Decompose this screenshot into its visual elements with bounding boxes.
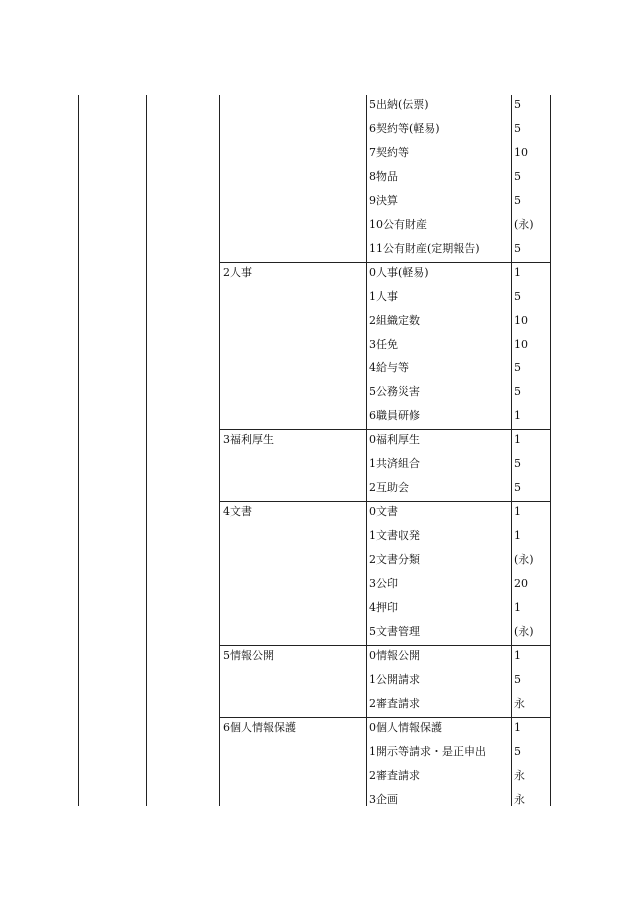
item-label: 5公務災害 (369, 385, 420, 398)
item-label: 6職員研修 (369, 409, 420, 422)
item-label: 0福利厚生 (369, 433, 420, 446)
group-divider (219, 501, 551, 502)
item-label: 4給与等 (369, 361, 409, 374)
group-divider (219, 645, 551, 646)
item-label: 0情報公開 (369, 649, 420, 662)
column-border-2 (146, 95, 147, 806)
retention-period: 永 (514, 697, 525, 710)
retention-period: 5 (514, 481, 521, 494)
column-border-6 (550, 95, 551, 806)
item-label: 2審査請求 (369, 697, 420, 710)
category-label: 6個人情報保護 (223, 721, 296, 734)
category-label: 4文書 (223, 505, 252, 518)
retention-period: 1 (514, 505, 521, 518)
retention-period: 5 (514, 122, 521, 135)
item-label: 9決算 (369, 194, 398, 207)
retention-period: 1 (514, 529, 521, 542)
item-label: 11公有財産(定期報告) (369, 242, 480, 255)
retention-period: 5 (514, 361, 521, 374)
item-label: 5出納(伝票) (369, 98, 429, 111)
retention-period: (永) (514, 218, 534, 231)
item-label: 3任免 (369, 338, 398, 351)
item-label: 6契約等(軽易) (369, 122, 440, 135)
item-label: 3公印 (369, 577, 398, 590)
retention-period: 永 (514, 793, 525, 806)
item-label: 2審査請求 (369, 769, 420, 782)
column-border-5 (511, 95, 512, 806)
retention-period: 1 (514, 266, 521, 279)
retention-period: 20 (514, 577, 528, 590)
retention-period: 5 (514, 290, 521, 303)
retention-period: 5 (514, 673, 521, 686)
retention-period: (永) (514, 625, 534, 638)
retention-period: 永 (514, 769, 525, 782)
category-label: 2人事 (223, 266, 252, 279)
retention-period: 10 (514, 314, 528, 327)
item-label: 1共済組合 (369, 457, 420, 470)
retention-period: (永) (514, 553, 534, 566)
retention-period: 5 (514, 745, 521, 758)
item-label: 10公有財産 (369, 218, 427, 231)
retention-period: 10 (514, 338, 528, 351)
retention-period: 1 (514, 649, 521, 662)
retention-period: 5 (514, 385, 521, 398)
item-label: 3企画 (369, 793, 398, 806)
item-label: 4押印 (369, 601, 398, 614)
retention-period: 5 (514, 170, 521, 183)
group-divider (219, 717, 551, 718)
item-label: 5文書管理 (369, 625, 420, 638)
retention-period: 5 (514, 457, 521, 470)
category-label: 5情報公開 (223, 649, 274, 662)
retention-period: 1 (514, 409, 521, 422)
retention-period: 1 (514, 721, 521, 734)
item-label: 1公開請求 (369, 673, 420, 686)
item-label: 1文書収発 (369, 529, 420, 542)
item-label: 0文書 (369, 505, 398, 518)
retention-period: 5 (514, 194, 521, 207)
retention-period: 1 (514, 601, 521, 614)
item-label: 0人事(軽易) (369, 266, 429, 279)
item-label: 1人事 (369, 290, 398, 303)
group-divider (219, 429, 551, 430)
column-border-4 (366, 95, 367, 806)
retention-period: 5 (514, 98, 521, 111)
column-border-3 (219, 95, 220, 806)
item-label: 0個人情報保護 (369, 721, 442, 734)
column-border-1 (78, 95, 79, 806)
item-label: 1開示等請求・是正申出 (369, 745, 486, 758)
retention-period: 5 (514, 242, 521, 255)
item-label: 2組織定数 (369, 314, 420, 327)
group-divider (219, 262, 551, 263)
item-label: 8物品 (369, 170, 398, 183)
retention-period: 1 (514, 433, 521, 446)
retention-period: 10 (514, 146, 528, 159)
item-label: 2文書分類 (369, 553, 420, 566)
category-label: 3福利厚生 (223, 433, 274, 446)
item-label: 2互助会 (369, 481, 409, 494)
item-label: 7契約等 (369, 146, 409, 159)
